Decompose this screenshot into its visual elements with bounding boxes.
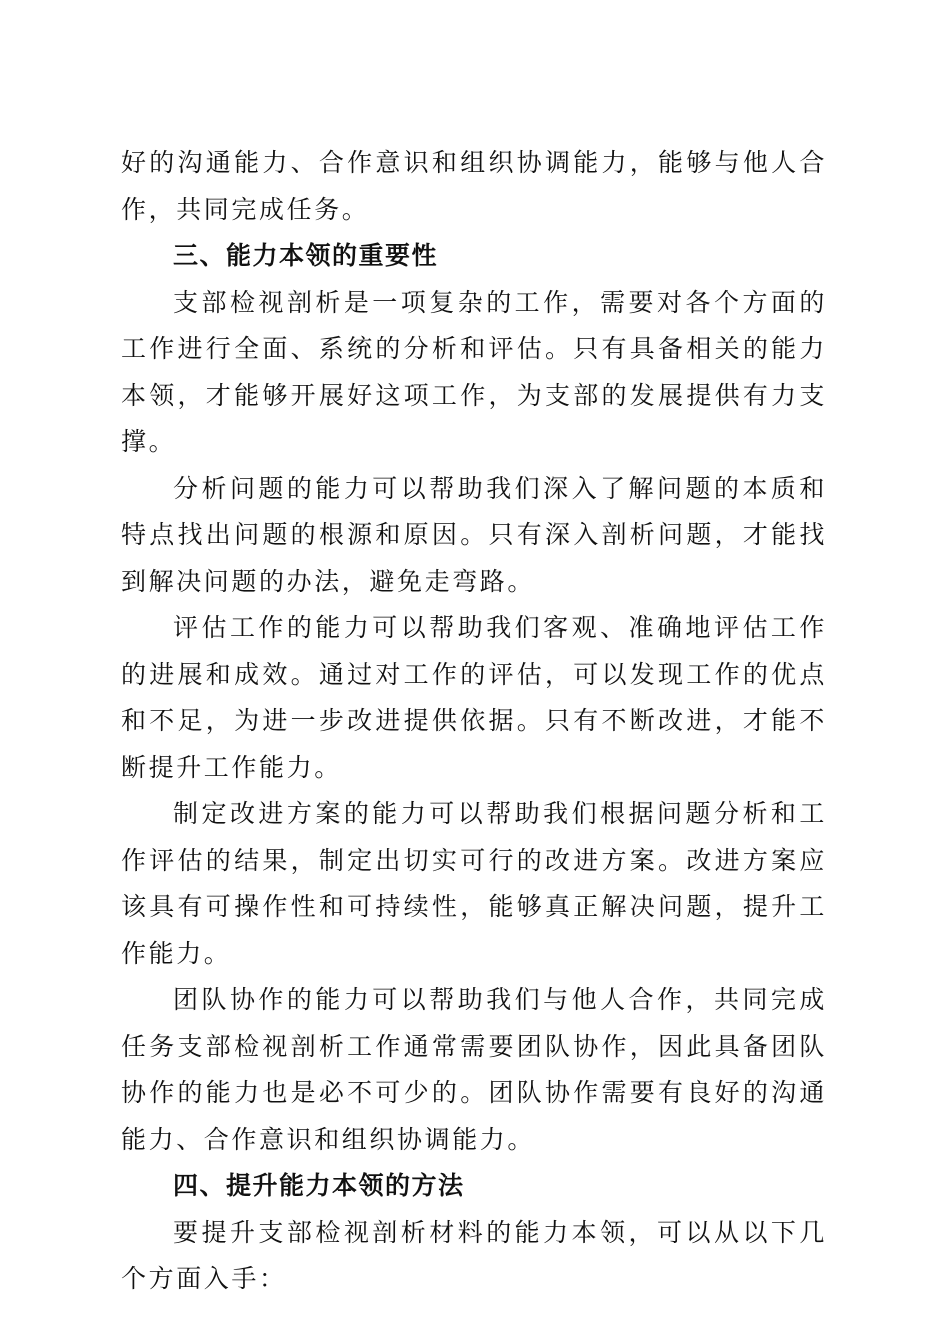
paragraph-evaluation-ability: 评估工作的能力可以帮助我们客观、准确地评估工作的进展和成效。通过对工作的评估，可以发现工作的优点和不足，为进一步改进提供依据。只有不断改进，才能不断提升工作能力。: [121, 613, 827, 782]
paragraph-teamwork-ability: 团队协作的能力可以帮助我们与他人合作，共同完成任务支部检视剖析工作通常需要团队协作，因此具备团队协作的能力也是必不可少的。团队协作需要有良好的沟通能力、合作意识和组织协调能力。: [121, 985, 827, 1154]
paragraph-importance-intro: 支部检视剖析是一项复杂的工作，需要对各个方面的工作进行全面、系统的分析和评估。只有具备相关的能力本领，才能够开展好这项工作，为支部的发展提供有力支撑。: [121, 287, 827, 456]
paragraph-methods-intro: 要提升支部检视剖析材料的能力本领，可以从以下几个方面入手：: [121, 1217, 827, 1293]
paragraph-improvement-plan-ability: 制定改进方案的能力可以帮助我们根据问题分析和工作评估的结果，制定出切实可行的改进方案。改进方案应该具有可操作性和可持续性，能够真正解决问题，提升工作能力。: [121, 799, 827, 968]
section-heading-methods: 四、提升能力本领的方法: [173, 1171, 465, 1200]
section-heading-importance: 三、能力本领的重要性: [173, 241, 439, 270]
paragraph-analysis-ability: 分析问题的能力可以帮助我们深入了解问题的本质和特点找出问题的根源和原因。只有深入剖析问题，才能找到解决问题的办法，避免走弯路。: [121, 473, 827, 596]
document-page: [121, 140, 827, 1303]
paragraph-continued: 好的沟通能力、合作意识和组织协调能力，能够与他人合作，共同完成任务。: [121, 148, 827, 224]
